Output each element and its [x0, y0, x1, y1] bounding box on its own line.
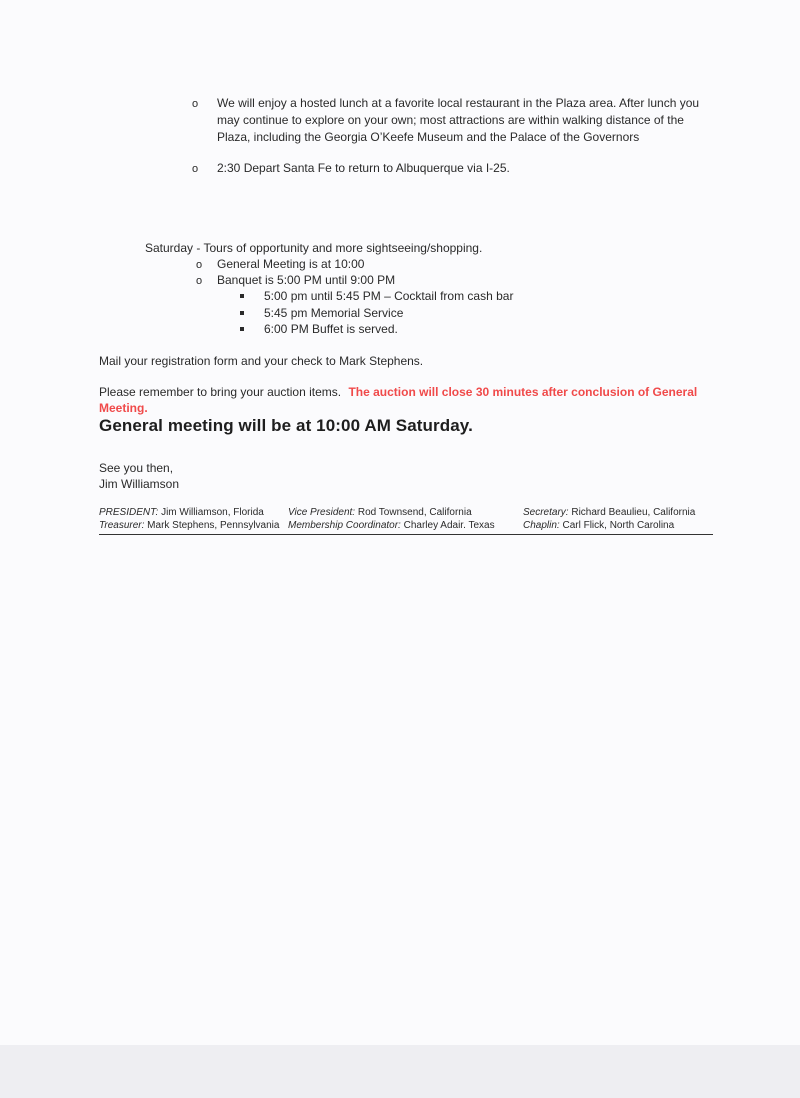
officer-vice-president: [288, 506, 472, 520]
depart-line: 2:30 Depart Santa Fe to return to Albuquerque via I-25.: [217, 161, 510, 175]
officer-role: Treasurer:: [99, 520, 145, 531]
banquet-item: 5:00 pm until 5:45 PM – Cocktail from cash bar: [264, 289, 514, 303]
saturday-intro: Saturday - Tours of opportunity and more sightseeing/shopping.: [145, 241, 483, 255]
banquet-item: 6:00 PM Buffet is served.: [264, 322, 398, 336]
auction-note: [99, 384, 697, 401]
page-bottom-edge: [0, 1045, 800, 1098]
officer-chaplin: [523, 519, 674, 533]
meeting-heading: General meeting will be at 10:00 AM Saturday.: [99, 416, 473, 435]
square-bullet-icon: [240, 311, 244, 315]
banquet-time: Banquet is 5:00 PM until 9:00 PM: [217, 273, 396, 287]
officer-membership-coordinator: [288, 519, 495, 533]
officer-name: Carl Flick, North Carolina: [562, 520, 675, 531]
banquet-item: 5:45 pm Memorial Service: [264, 306, 404, 320]
officer-role: Chaplin:: [523, 520, 560, 531]
officer-role: PRESIDENT:: [99, 507, 159, 518]
lunch-line-2: may continue to explore on your own; most attractions are within walking distance of the: [217, 113, 684, 127]
officer-role: Membership Coordinator:: [288, 520, 401, 531]
officer-role: Vice President:: [288, 507, 356, 518]
lunch-line-3: Plaza, including the Georgia O’Keefe Museum and the Palace of the Governors: [217, 130, 640, 144]
officer-name: Mark Stephens, Pennsylvania: [147, 520, 280, 531]
officer-treasurer: [99, 519, 279, 533]
officer-role: Secretary:: [523, 507, 569, 518]
officer-name: Richard Beaulieu, California: [571, 507, 696, 518]
signature-name: Jim Williamson: [99, 477, 180, 491]
square-bullet-icon: [240, 294, 244, 298]
officer-name: Rod Townsend, California: [357, 507, 472, 518]
officer-secretary: [523, 506, 695, 520]
list-bullet: o: [192, 163, 199, 175]
footer-rule: [99, 534, 713, 535]
list-bullet: o: [196, 259, 203, 271]
officer-name: Jim Williamson, Florida: [161, 507, 264, 518]
officer-president: [99, 506, 264, 520]
auction-close-warning-cont: Meeting.: [99, 401, 148, 415]
closing-line: See you then,: [99, 461, 174, 475]
list-bullet: o: [196, 275, 203, 287]
auction-close-warning: The auction will close 30 minutes after conclusion of General: [348, 385, 698, 399]
lunch-line-1: We will enjoy a hosted lunch at a favorite local restaurant in the Plaza area. After lunch you: [217, 96, 700, 110]
general-meeting-time: General Meeting is at 10:00: [217, 257, 365, 271]
list-bullet: o: [192, 98, 199, 110]
mail-note: Mail your registration form and your check to Mark Stephens.: [99, 354, 424, 368]
officer-name: Charley Adair. Texas: [403, 520, 495, 531]
square-bullet-icon: [240, 327, 244, 331]
auction-reminder: Please remember to bring your auction items.: [99, 385, 342, 399]
